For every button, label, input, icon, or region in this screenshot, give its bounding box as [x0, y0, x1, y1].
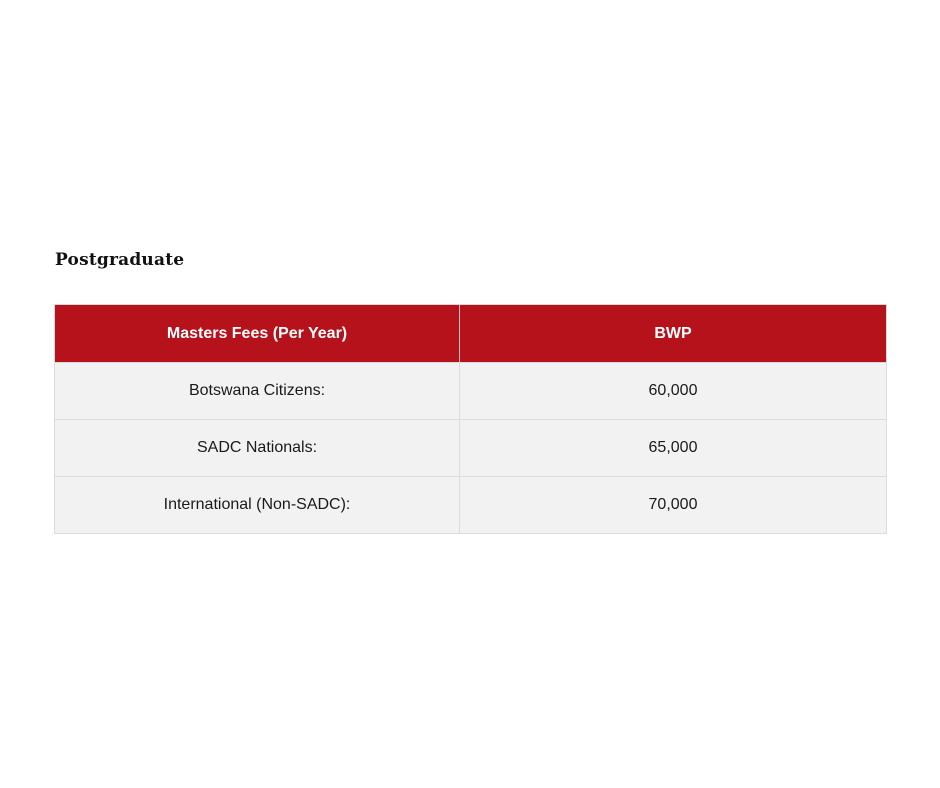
column-header-category: Masters Fees (Per Year) — [55, 305, 460, 363]
table-cell-fee: 70,000 — [460, 477, 887, 534]
table-cell-fee: 60,000 — [460, 363, 887, 420]
table-header-row — [55, 305, 887, 363]
table-row — [55, 420, 887, 477]
fees-table — [54, 304, 887, 534]
table-cell-fee: 65,000 — [460, 420, 887, 477]
section-title: Postgraduate — [55, 250, 185, 270]
table-row — [55, 477, 887, 534]
table-row — [55, 363, 887, 420]
column-header-currency: BWP — [460, 305, 887, 363]
table-cell-category: SADC Nationals: — [55, 420, 460, 477]
table-cell-category: International (Non-SADC): — [55, 477, 460, 534]
table-cell-category: Botswana Citizens: — [55, 363, 460, 420]
